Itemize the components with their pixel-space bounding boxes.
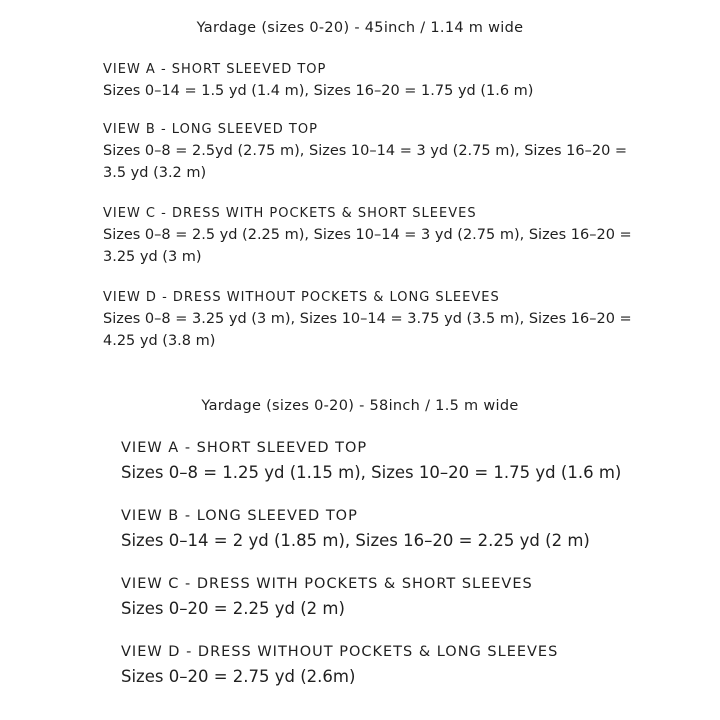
view-d-block (121, 644, 681, 690)
view-title: VIEW B - LONG SLEEVED TOP (121, 508, 358, 524)
view-c-block (121, 576, 681, 622)
view-yardage-text: Sizes 0–14 = 2 yd (1.85 m), Sizes 16–20 = 2.25 yd (2 m) (121, 531, 590, 550)
section-title: Yardage (sizes 0-20) - 45inch / 1.14 m wide (196, 20, 524, 36)
view-d-block (103, 290, 643, 353)
section-title: Yardage (sizes 0-20) - 58inch / 1.5 m wide (201, 398, 519, 414)
view-yardage-text: Sizes 0–8 = 3.25 yd (3 m), Sizes 10–14 = 3.75 yd (3.5 m), Sizes 16–20 = 4.25 yd (3.8 m) (103, 311, 632, 350)
view-yardage-text: Sizes 0–8 = 2.5yd (2.75 m), Sizes 10–14 = 3 yd (2.75 m), Sizes 16–20 = 3.5 yd (3.2 m) (103, 143, 628, 182)
view-title: VIEW A - SHORT SLEEVED TOP (103, 62, 327, 77)
view-c-block (103, 206, 643, 269)
view-yardage-text: Sizes 0–20 = 2.25 yd (2 m) (121, 599, 345, 618)
view-a-block (121, 440, 681, 486)
view-yardage-text: Sizes 0–20 = 2.75 yd (2.6m) (121, 667, 356, 686)
view-yardage-text: Sizes 0–8 = 2.5 yd (2.25 m), Sizes 10–14 = 3 yd (2.75 m), Sizes 16–20 = 3.25 yd (3 m) (103, 227, 632, 266)
view-title: VIEW D - DRESS WITHOUT POCKETS & LONG SLEEVES (103, 290, 500, 305)
view-a-block (103, 62, 643, 102)
view-title: VIEW C - DRESS WITH POCKETS & SHORT SLEEVES (121, 576, 533, 592)
view-title: VIEW D - DRESS WITHOUT POCKETS & LONG SLEEVES (121, 644, 559, 660)
view-title: VIEW A - SHORT SLEEVED TOP (121, 440, 368, 456)
view-title: VIEW B - LONG SLEEVED TOP (103, 122, 318, 137)
view-title: VIEW C - DRESS WITH POCKETS & SHORT SLEEVES (103, 206, 477, 221)
view-yardage-text: Sizes 0–14 = 1.5 yd (1.4 m), Sizes 16–20 = 1.75 yd (1.6 m) (103, 83, 534, 99)
view-b-block (103, 122, 643, 185)
view-yardage-text: Sizes 0–8 = 1.25 yd (1.15 m), Sizes 10–20 = 1.75 yd (1.6 m) (121, 463, 622, 482)
view-b-block (121, 508, 681, 554)
